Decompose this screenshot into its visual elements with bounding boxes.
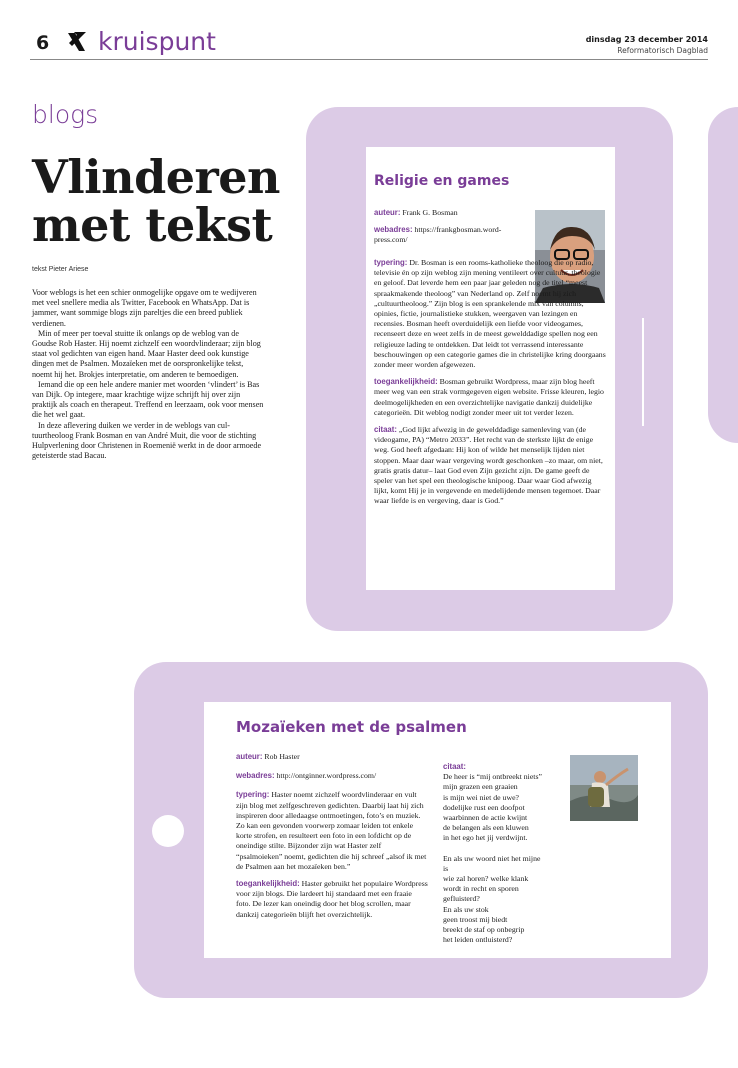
kruispunt-logo-icon [66,30,88,54]
issue-date: dinsdag 23 december 2014 [585,35,708,44]
auteur-label: auteur: [374,208,401,217]
toegankelijkheid-label: toegankelijkheid: [236,879,300,889]
poem-line: wordt in recht en sporen [443,884,519,894]
headline-line-1: Vlinderen [32,150,280,204]
typering-label: typering: [374,258,408,267]
poem-line: de belangen als een kluwen [443,823,529,833]
citaat-label: citaat: [374,425,397,435]
card-2-left-column [236,752,428,927]
typering-label: typering: [236,790,270,800]
webadres-link[interactable]: https://frankgbosman.wordpress.com/ [374,225,502,245]
card-1-author-block [374,208,532,253]
poem-stanza-2 [443,854,573,946]
poem-line: mijn grazen een graaien [443,782,518,792]
article-paragraph: In deze aflevering duiken we verder in de weblogs van cultuurtheoloog Frank Bosman en van André Muit, die voor de stichting Hulpverlening door Christenen in Roemenië werkt in de door armoede geteisterde stad Bacau. [32,420,262,461]
headline-line-2: met tekst [32,198,273,252]
poem-line: dodelijke rust een doofpot [443,802,525,812]
article-kicker: blogs [32,100,99,129]
typering-paragraph [374,258,608,370]
tablet-2-home-button [152,815,184,847]
header-rule [30,59,708,60]
citaat-paragraph [374,425,608,507]
card-1-title: Religie en games [374,173,510,189]
article-byline: tekst Pieter Ariese [32,266,89,273]
page-number: 6 [36,32,50,54]
poem-line: wie zal horen? welke klank [443,874,529,884]
poem-line: En als uw stok [443,904,489,914]
section-title: kruispunt [98,27,216,56]
poem-line: En als uw woord niet het mijne [443,853,541,863]
author-photo-haster [570,755,638,821]
poem-line: is [443,863,449,873]
webadres-link[interactable]: http://ontginner.wordpress.com/ [276,771,377,781]
poem-line: gefluisterd? [443,894,480,904]
poem-line: het leiden ontluisterd? [443,935,513,945]
toegankelijkheid-text: Bosman gebruikt Wordpress, maar zijn blog heeft meer weg van een strak vormgegeven eigen website. Frisse kleuren, legio deelmogelijkheden en een overzichtelijke navigatie dankzij duidelijke categorieën. Dit weblog nodigt zonder meer uit tot verder lezen. [374,377,604,417]
article-paragraph: Min of meer per toeval stuitte ik onlangs op de weblog van de Goudse Rob Haster. Hij noemt zichzelf een woordvlinderaar; zijn blog staat vol gedichten van eigen hand. Maar Haster deed ook kunstige dingen met de Psalmen. Mozaïeken met de oorspronkelijke tekst, noemt hij het. Brokjes interpretatie, om anderen te bemoedigen. [32,328,261,379]
poem-line: De heer is “mij ontbreekt niets” [443,772,542,782]
article-headline [32,150,280,252]
poem-line: breekt de staf op onbegrip [443,925,525,935]
auteur-label: auteur: [236,752,263,761]
webadres-label: webadres: [236,771,275,781]
card-2-title: Mozaïeken met de psalmen [236,718,467,736]
typering-text: Haster noemt zichzelf woordvlinderaar en vult zijn blog met zelfgeschreven gedichten. Daarbij laat hij zich inspireren door alledaagse ontmoetingen, foto’s en muziek. Zo kan een gevonden voorwerp zomaar leiden tot enkele korte strofen, en resulteert een foto in een lofdicht op de oneindige stilte. Bijzonder zijn wat Haster zelf “psalmoieken” noemt, gedichten die hij schreef „alsof ik met de Psalmen aan het mozaïeken ben.” [236,790,427,871]
toegankelijkheid-text: Haster gebruikt het populaire Wordpress voor zijn blogs. Die lardeert hij standaard met een fraaie foto. De lezer kan oneindig door het blog scrollen, maar dankzij categorieën blijft het overzichtelijk. [236,879,428,919]
poem-line: is mijn wei niet de uwe? [443,792,520,802]
webadres-label: webadres: [374,225,413,235]
citaat-text: „God lijkt afwezig in de gewelddadige samenleving van (de videogame, PA) “Metro 2033”. Het recht van de sterkste lijkt de enige weg. God heeft afgedaan: Hij kon of wilde het menselijk lijden niet stoppen. Maar daar waar vergeving wordt geschonken –zo maar, om niet, gratis gratis datur– laat God even Zijn gezicht zijn. De game geeft de speler van het spel een theologische knipoog. Daar waar God afwezig lijkt, komt Hij je in vergevende en medelijdende mensen tegemoet. Daar waar liefde is en vergeving, daar is God.” [374,425,603,506]
poem-line: in het ego het jij verdwijnt. [443,833,528,843]
tablet-1-home-indicator [642,318,644,426]
toegankelijkheid-paragraph [374,377,608,418]
toegankelijkheid-label: toegankelijkheid: [374,377,438,387]
card-1-body [374,258,608,514]
citaat-label: citaat: [443,762,466,771]
newspaper-name: Reformatorisch Dagblad [617,46,708,55]
card-2-poem-column [443,762,573,945]
typering-text: Dr. Bosman is een rooms-katholieke theoloog die op radio, televisie én op zijn weblog zijn mening ventileert over cultuur, theologie en geloof. Dat leverde hem een paar jaar geleden nog de titel “meest spraakmakende theoloog” van Nederland op. Zelf noemt hij zich „cultuurtheoloog.” Zijn blog is een sprankelende mix van columns, opinies, fictie, journalistieke stukken, weergaven van lezingen en recensies. Bosman heeft overduidelijk een liefde voor videogames, recenseert deze en weet zelfs in de meest gewelddadige spellen nog een religieuze lading te ontdekken. Dat leidt tot verrassend interessante beschouwingen op een categorie games die in christelijke kring doorgaans zonder meer worden afgewezen. [374,258,606,370]
poem-stanza-1 [443,772,573,843]
article-paragraph: Voor weblogs is het een schier onmogelijke opgave om te wedijveren met veel snellere media als Twitter, Facebook en WhatsApp. Dat is jammer, want sommige blogs zijn pareltjes die een breed publiek verdienen. [32,288,257,328]
auteur-value: Rob Haster [264,752,300,761]
poem-line: waarbinnen de actie kwijnt [443,813,528,823]
poem-line: geen troost mij biedt [443,914,508,924]
auteur-value: Frank G. Bosman [402,208,458,217]
partial-tablet-frame [708,107,738,443]
article-paragraph: Iemand die op een hele andere manier met woorden ‘vlindert’ is Bas van Dijk. Op integere, maar krachtige wijze schrijft hij over zijn praktijk als coach en therapeut. Treffend en leerzaam, ook voor mensen die het wel gaat. [32,379,264,420]
article-body [32,288,264,461]
